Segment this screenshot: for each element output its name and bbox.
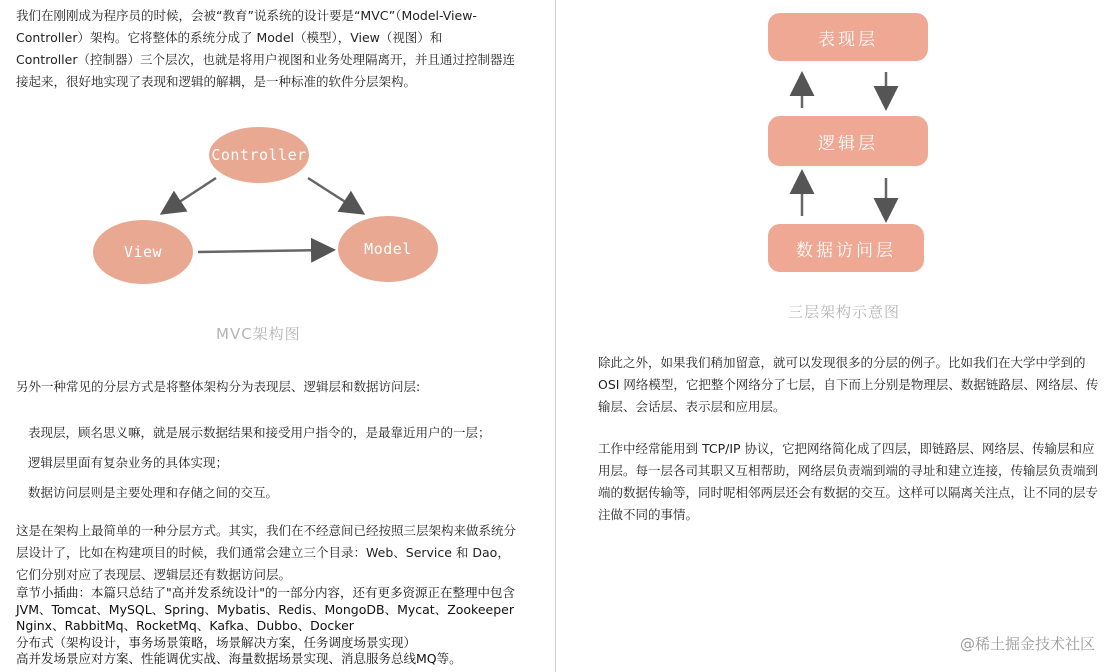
left-page — [0, 0, 555, 672]
mvc-caption: MVC架构图 — [216, 325, 301, 343]
presentation-layer-node: 表现层 — [768, 13, 928, 61]
controller-node: Controller — [209, 127, 309, 183]
arrow-controller-to-view — [164, 178, 216, 212]
layer-list — [28, 418, 548, 508]
list-item: 数据访问层则是主要处理和存储之间的交互。 — [28, 485, 279, 500]
three-layer-caption: 三层架构示意图 — [788, 303, 901, 321]
summary-paragraph: 这是在架构上最简单的一种分层方式。其实，我们在不经意间已经按照三层架构来做系统分 层设计了，比如在构建项目的时候，我们通常会建立三个目录：Web、Service 和 Dao， 它们分别对应了表现层、逻辑层还有数据访问层。 — [16, 523, 517, 582]
intro-paragraph: 我们在刚刚成为程序员的时候，会被“教育”说系统的设计要是“MVC”（Model-View- Controller）架构。它将整体的系统分成了 Model（模型），View（视图）和 Controller（控制器）三个层次，也就是将用户视图和业务处理隔离开，并且通过控制器连 接起来，很好地实现了表现和逻辑的解耦，是一种标准的软件分层架构。 — [16, 8, 515, 89]
arrow-controller-to-model — [308, 178, 361, 212]
three-layer-diagram — [756, 8, 936, 328]
logic-layer-node: 逻辑层 — [768, 116, 928, 166]
right-page — [556, 0, 1113, 672]
model-node: Model — [338, 216, 438, 282]
view-node: View — [93, 220, 193, 284]
osi-paragraph: 除此之外，如果我们稍加留意，就可以发现很多的分层的例子。比如我们在大学中学到的 OSI 网络模型，它把整个网络分了七层，自下而上分别是物理层、数据链路层、网络层、传 输层、会话层、表示层和应用层。 — [598, 355, 1099, 414]
list-item: 表现层，顾名思义嘛，就是展示数据结果和接受用户指令的，是最靠近用户的一层； — [28, 425, 491, 440]
tcpip-paragraph: 工作中经常能用到 TCP/IP 协议，它把网络简化成了四层，即链路层、网络层、传输层和应 用层。每一层各司其职又互相帮助，网络层负责端到端的寻址和建立连接，传输层负责端到 端的数据传输等，同时呢相邻两层还会有数据的交互。这样可以隔离关注点，让不同的层专 注做不同的事情。 — [598, 441, 1099, 522]
arrow-view-to-model — [198, 250, 331, 252]
juejin-watermark: @稀土掘金技术社区 — [959, 635, 1095, 653]
list-item: 逻辑层里面有复杂业务的具体实现； — [28, 455, 229, 470]
data-access-layer-node: 数据访问层 — [768, 224, 924, 272]
footer-note: 章节小插曲：本篇只总结了"高并发系统设计"的一部分内容，还有更多资源正在整理中包含 JVM、Tomcat、MySQL、Spring、Mybatis、Redis、MongoDB、Mycat、Zookeeper Nginx、RabbitMq、RocketMq、Kafka、Dubbo、Docker 分布式（架构设计，事务场景策略，场景解决方案，任务调度场景实现） 高并发场景应对方案、性能调优实战、海量数据场景实现、消息服务总线MQ等。 — [16, 585, 516, 666]
layer-intro: 另外一种常见的分层方式是将整体架构分为表现层、逻辑层和数据访问层: — [16, 379, 421, 394]
mvc-diagram — [16, 110, 536, 350]
